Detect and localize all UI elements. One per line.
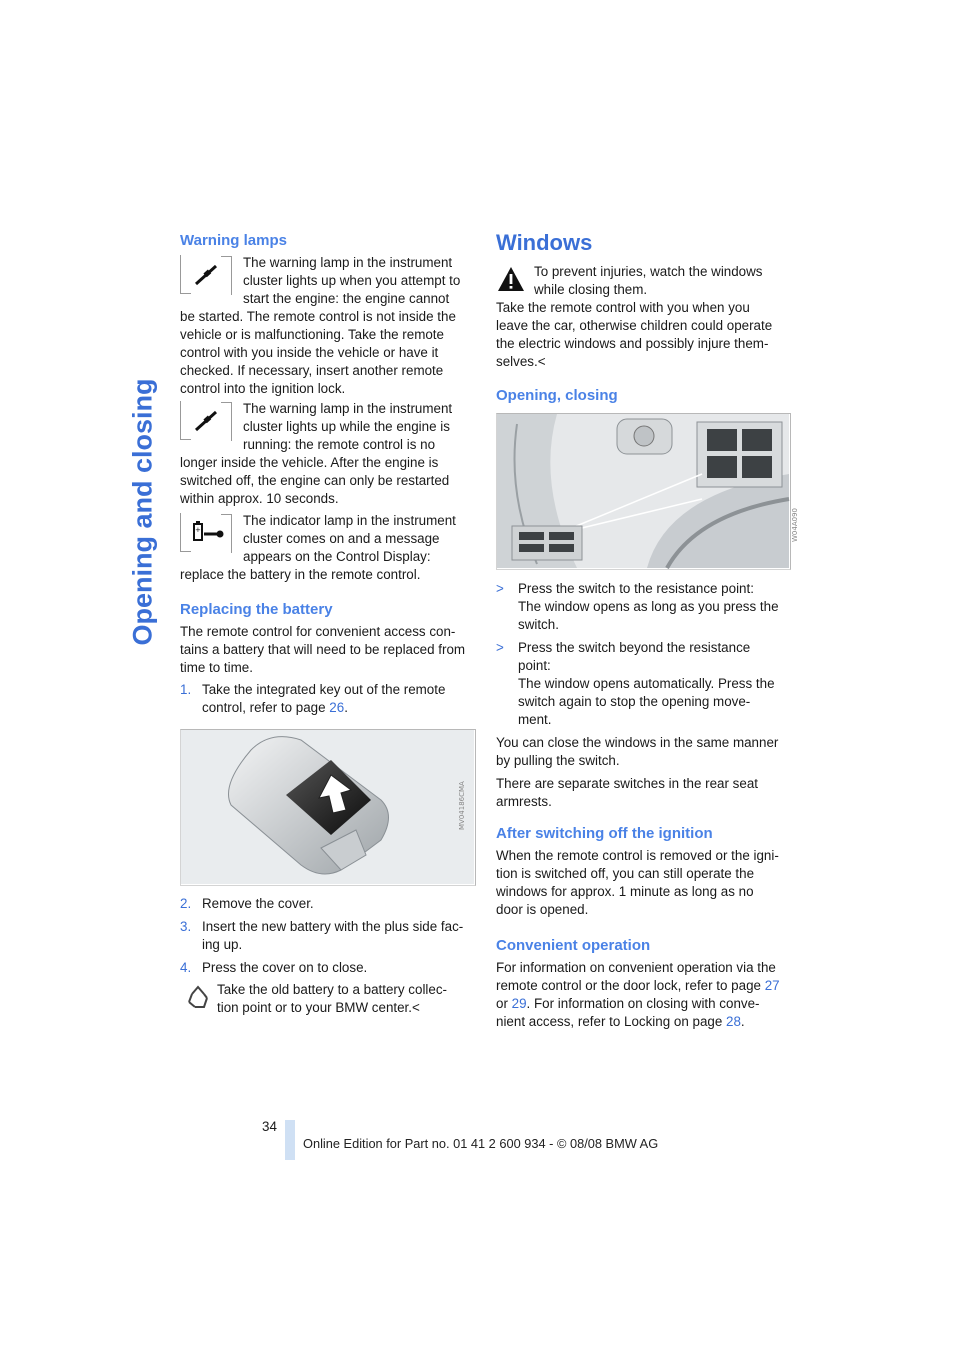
text-line: switch. [518,617,559,632]
text-line: cluster lights up when you attempt to [243,273,461,288]
battery-step-1 [180,681,480,717]
text-line: armrests. [496,794,552,809]
text-line: . [740,1014,745,1029]
text-line: control with you inside the vehicle or have it [180,345,439,360]
text-line: appears on the Control Display: [243,549,431,564]
warning-lamps-p3-rest [180,566,480,584]
end-mark: < [537,354,546,369]
text-line: For information on convenient operation via the [496,960,776,975]
text-line: switch again to stop the opening move- [518,694,751,709]
text-line: To prevent injuries, watch the windows [534,264,763,279]
recycle-note [217,981,477,1017]
page-link-28[interactable]: 28 [726,1014,741,1029]
battery-intro [180,623,480,677]
heading-opening-closing: Opening, closing [496,387,618,404]
opening-closing-section [496,387,796,405]
page-link-29[interactable]: 29 [511,996,527,1011]
text-line: Press the cover on to close. [202,960,368,975]
warning-lamps-p1-indent [243,254,483,308]
key-warning-lamp-icon [180,402,232,440]
text-line: leave the car, otherwise children could operate [496,318,773,333]
bullet-mark: > [496,640,504,655]
heading-after-ignition: After switching off the ignition [496,825,713,842]
windows-warning-rest [496,299,796,371]
text-line: The warning lamp in the instrument [243,401,453,416]
page-link-27[interactable]: 27 [764,978,780,993]
text-line: The window opens automatically. Press the [518,676,775,691]
heading-warning-lamps: Warning lamps [180,232,287,249]
window-switch-photo [497,414,799,568]
key-warning-lamp-icon [180,256,232,294]
text-line: Take the old battery to a battery collec- [217,982,447,997]
text-line: within approx. 10 seconds. [180,491,339,506]
warning-triangle-icon [496,264,526,294]
text-line: by pulling the switch. [496,753,620,768]
text-line: . [344,700,348,715]
text-line: selves. [496,354,538,369]
warning-lamps-p3-indent [243,512,483,566]
text-line: replace the battery in the remote control. [180,567,421,582]
heading-replacing-battery: Replacing the battery [180,601,333,618]
text-line: ment. [518,712,552,727]
warning-lamps-p2-rest [180,454,480,508]
text-line: running: the remote control is no [243,437,436,452]
opening-bullets [496,580,796,811]
recycle-icon [184,984,212,1012]
step-number: 3. [180,919,192,934]
text-line: cluster lights up while the engine is [243,419,450,434]
text-line: start the engine: the engine cannot [243,291,450,306]
warning-lamps-p2-indent [243,400,483,454]
text-line: nient access, refer to Locking on page [496,1014,727,1029]
text-line: switched off, the engine can only be restarted [180,473,450,488]
text-line: tains a battery that will need to be replaced from [180,642,466,657]
bullet-mark: > [496,581,504,596]
chapter-side-title [118,232,168,792]
text-line: There are separate switches in the rear seat [496,776,758,791]
convenient-section [496,937,796,955]
step-number: 2. [180,896,192,911]
ignition-section [496,825,796,843]
text-line: longer inside the vehicle. After the engine is [180,455,439,470]
text-line: Remove the cover. [202,896,314,911]
end-mark: < [412,1000,420,1015]
text-line: windows for approx. 1 minute as long as no [496,884,754,899]
text-line: You can close the windows in the same manner [496,735,779,750]
battery-steps-2-4 [180,895,480,977]
footer-bar [285,1120,295,1160]
text-line: while closing them. [534,282,648,297]
text-line: Insert the new battery with the plus side fac- [202,919,464,934]
text-line: Press the switch beyond the resistance [518,640,751,655]
text-line: Take the remote control with you when you [496,300,750,315]
text-line: ing up. [202,937,243,952]
text-line: When the remote control is removed or the igni- [496,848,779,863]
text-line: The indicator lamp in the instrument [243,513,456,528]
step-number: 1. [180,682,192,697]
heading-convenient-operation: Convenient operation [496,937,651,954]
remote-key-photo [181,730,474,884]
text-line: The window opens as long as you press the [518,599,779,614]
photo-code: MV04186CMA [458,781,466,830]
left-column [180,232,476,250]
text-line: or [496,996,512,1011]
text-line: point: [518,658,551,673]
text-line: the electric windows and possibly injure them- [496,336,769,351]
page-number: 34 [262,1119,277,1134]
ignition-text [496,847,796,919]
text-line: Take the integrated key out of the remote [202,682,446,697]
edition-text: Online Edition for Part no. 01 41 2 600 934 - © 08/08 BMW AG [303,1136,659,1151]
windows-section [496,230,796,256]
text-line: be started. The remote control is not inside the [180,309,456,324]
windows-warning-indent [534,263,794,299]
text-line: time to time. [180,660,253,675]
text-line: door is opened. [496,902,589,917]
convenient-text [496,959,796,1031]
text-line: The warning lamp in the instrument [243,255,453,270]
page-link-26[interactable]: 26 [329,700,345,715]
text-line: tion point or to your BMW center. [217,1000,412,1015]
chapter-title-text: Opening and closing [127,378,158,646]
photo-code: W04A090 [791,508,799,542]
text-line: remote control or the door lock, refer to page [496,978,765,993]
text-line: The remote control for convenient access con- [180,624,456,639]
text-line: Press the switch to the resistance point: [518,581,754,596]
heading-windows: Windows [496,230,593,255]
text-line: . For information on closing with conve- [526,996,760,1011]
text-line: tion is switched off, you can still operate the [496,866,755,881]
text-line: control into the ignition lock. [180,381,346,396]
battery-section [180,601,480,619]
key-battery-lamp-icon [180,514,232,552]
svg-text:+: + [195,526,201,534]
text-line: control, refer to page [202,700,330,715]
text-line: vehicle or is malfunctioning. Take the remote [180,327,444,342]
text-line: cluster comes on and a message [243,531,440,546]
step-number: 4. [180,960,192,975]
warning-lamps-p1-rest [180,308,480,398]
text-line: checked. If necessary, insert another remote [180,363,444,378]
